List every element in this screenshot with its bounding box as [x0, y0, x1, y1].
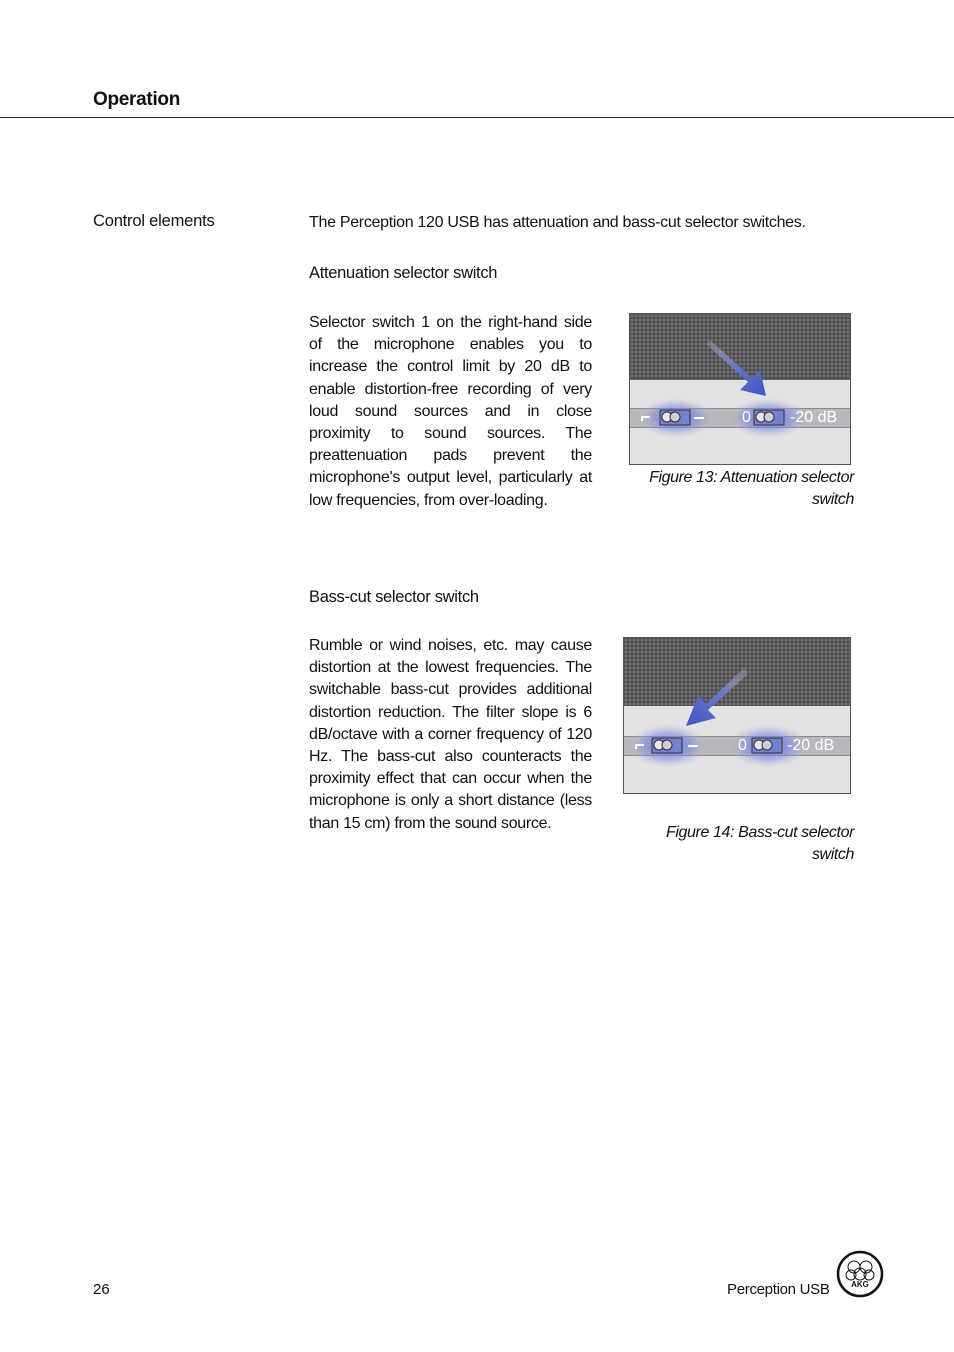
caption-line: Figure 14: Bass-cut selector [666, 824, 854, 841]
page-number: 26 [93, 1281, 110, 1298]
basscut-body: Rumble or wind noises, etc. may cause distortion at the lowest frequencies. The switchable bass-cut provides additional distortion reduction. The filter slope is 6 dB/octave with a corner frequency of 120 Hz. The bass-cut also counteracts the proximity effect that can occur when the microphone is only a short distance (less than 15 cm) from the sound source. [309, 637, 592, 832]
basscut-heading: Bass-cut selector switch [309, 588, 479, 606]
product-name: Perception USB [727, 1281, 830, 1298]
figure-attenuation-switch [629, 313, 851, 465]
logo-text: AKG [851, 1280, 869, 1289]
intro-text: The Perception 120 USB has attenuation and bass-cut selector switches. [309, 214, 806, 231]
switch-label-minus20: -20 dB [790, 409, 838, 426]
side-heading: Control elements [93, 212, 215, 230]
caption-line: switch [811, 846, 854, 863]
figure-14-artwork [624, 638, 850, 793]
attenuation-heading: Attenuation selector switch [309, 264, 498, 282]
header-divider [0, 117, 954, 118]
figure-basscut-switch [623, 637, 851, 794]
figure-14-caption [600, 822, 854, 866]
switch-label-zero: 0 [742, 409, 751, 426]
figure-13-caption [600, 467, 854, 511]
switch-label-zero: 0 [738, 737, 747, 754]
caption-line: Figure 13: Attenuation selector [649, 469, 854, 486]
page-section-title: Operation [93, 89, 181, 110]
caption-line: switch [811, 491, 854, 508]
akg-logo-icon [836, 1250, 884, 1298]
switch-label-minus20: -20 dB [787, 737, 835, 754]
attenuation-body: Selector switch 1 on the right-hand side of the microphone enables you to increase the control limit by 20 dB to enable distortion-free recording of very loud sound sources and in close proximity to sound sources. The preattenuation pads prevent the microphone's output level, particularly at low frequencies, from over-loading. [309, 314, 592, 509]
figure-13-artwork [630, 314, 850, 464]
